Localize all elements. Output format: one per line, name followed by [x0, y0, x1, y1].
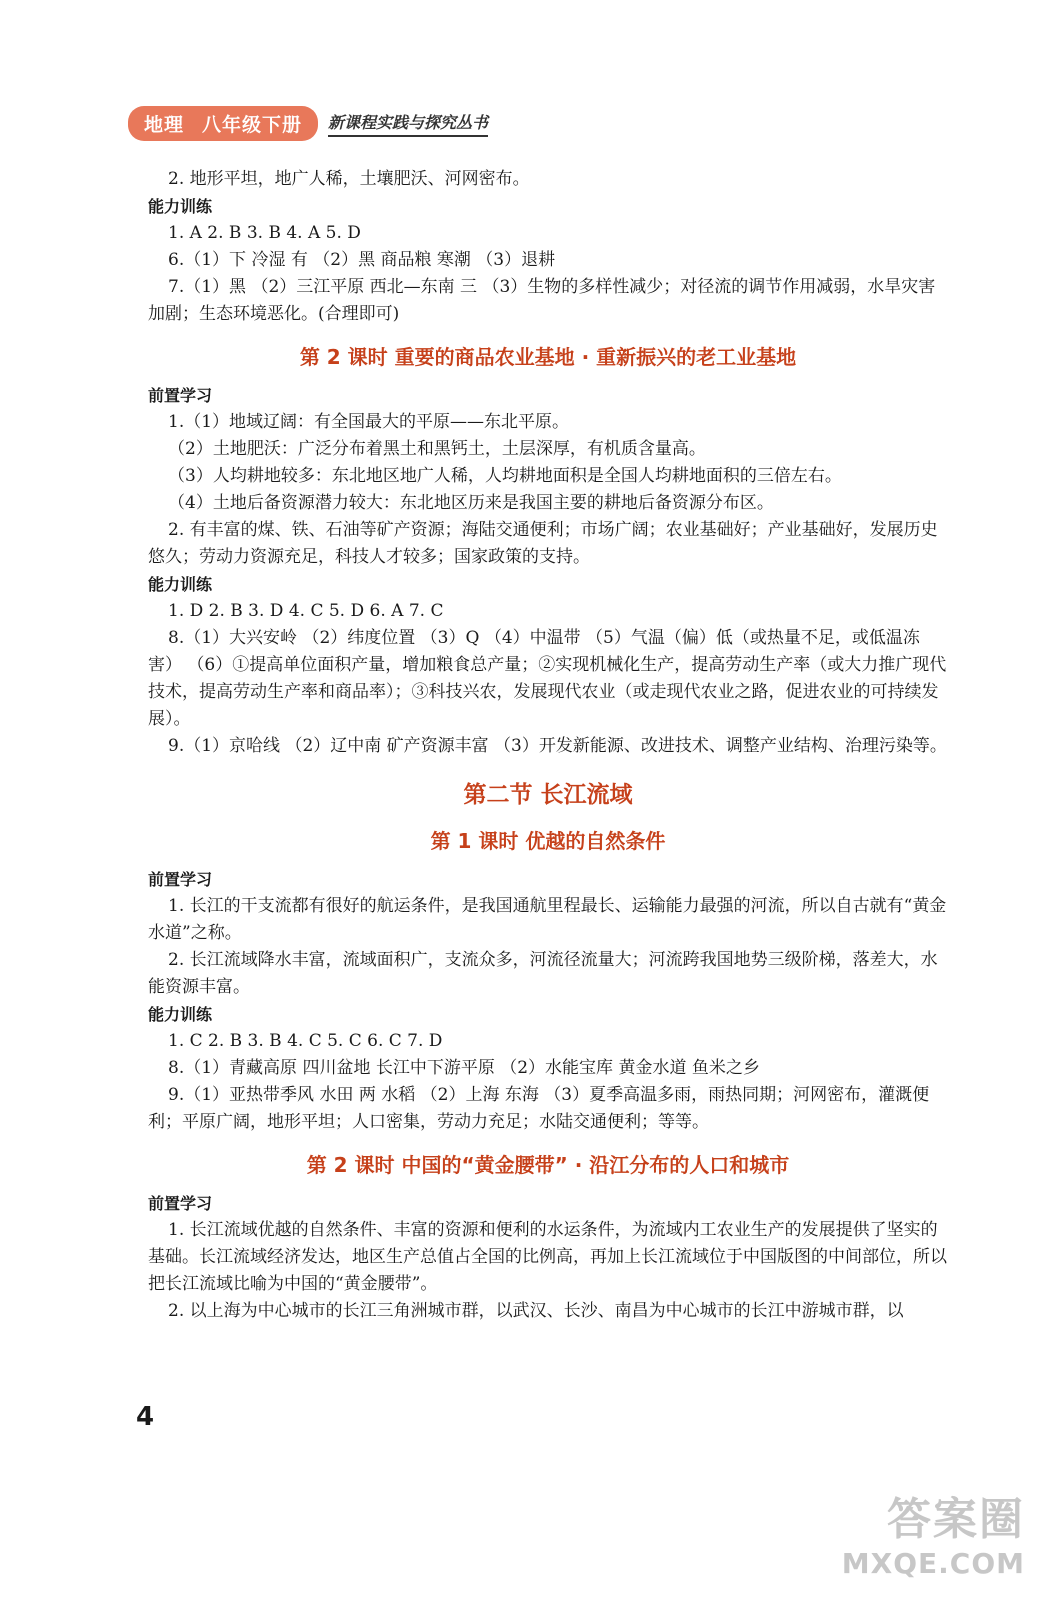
answer-paragraph: 1. D 2. B 3. D 4. C 5. D 6. A 7. C	[168, 601, 444, 621]
answer-paragraph: 1. 长江流域优越的自然条件、丰富的资源和便利的水运条件，为流域内工农业生产的发展提供了坚实的基础。长江流域经济发达，地区生产总值占全国的比例高，再加上长江流域位于中国版图的中间部位，所以把长江流域比喻为中国的“黄金腰带”。	[148, 1220, 947, 1294]
answer-paragraph: 1. 长江的干支流都有很好的航运条件，是我国通航里程最长、运输能力最强的河流，所以自古就有“黄金水道”之称。	[148, 896, 947, 943]
answer-paragraph: 2. 以上海为中心城市的长江三角洲城市群，以武汉、长沙、南昌为中心城市的长江中游城市群，以	[168, 1301, 904, 1321]
answer-paragraph: （2）土地肥沃：广泛分布着黑土和黑钙土，土层深厚，有机质含量高。	[168, 439, 706, 459]
subject-badge	[128, 106, 318, 141]
answer-paragraph: 6.（1）下 冷湿 有 （2）黑 商品粮 寒潮 （3）退耕	[168, 250, 556, 270]
grade-label: 八年级下册	[202, 114, 303, 136]
answer-paragraph: 1.（1）地域辽阔：有全国最大的平原——东北平原。	[168, 412, 570, 432]
section-label: 能力训练	[148, 575, 213, 594]
subject-label: 地理	[144, 114, 185, 136]
answer-paragraph: 1. A 2. B 3. B 4. A 5. D	[168, 223, 361, 243]
lesson-title: 第 1 课时 优越的自然条件	[430, 829, 666, 853]
answer-paragraph: 9.（1）京哈线 （2）辽中南 矿产资源丰富 （3）开发新能源、改进技术、调整产业结构、治理污染等。	[168, 736, 947, 756]
answer-paragraph: 9.（1）亚热带季风 水田 两 水稻 （2）上海 东海 （3）夏季高温多雨，雨热同期；河网密布，灌溉便利；平原广阔，地形平坦；人口密集，劳动力充足；水陆交通便利；等等。	[148, 1085, 930, 1132]
watermark-logo-text: 答案圈	[887, 1494, 1025, 1545]
answer-paragraph: 7.（1）黑 （2）三江平原 西北—东南 三 （3）生物的多样性减少；对径流的调节作用减弱，水旱灾害加剧；生态环境恶化。(合理即可)	[148, 277, 936, 324]
lesson-title: 第 2 课时 重要的商品农业基地 · 重新振兴的老工业基地	[299, 345, 797, 369]
page-number: 4	[136, 1402, 155, 1432]
section-label: 前置学习	[148, 1194, 213, 1213]
watermark	[842, 1483, 1025, 1580]
answer-paragraph: 8.（1）青藏高原 四川盆地 长江中下游平原 （2）水能宝库 黄金水道 鱼米之乡	[168, 1058, 760, 1078]
answer-paragraph: 2. 有丰富的煤、铁、石油等矿产资源；海陆交通便利；市场广阔；农业基础好；产业基础好，发展历史悠久；劳动力资源充足，科技人才较多；国家政策的支持。	[148, 520, 938, 567]
answer-paragraph: （4）土地后备资源潜力较大：东北地区历来是我国主要的耕地后备资源分布区。	[168, 493, 774, 513]
section-title: 第二节 长江流域	[463, 782, 633, 808]
section-label: 能力训练	[148, 197, 213, 216]
section-label: 前置学习	[148, 870, 213, 889]
section-label: 能力训练	[148, 1005, 213, 1024]
answer-paragraph: 1. C 2. B 3. B 4. C 5. C 6. C 7. D	[168, 1031, 443, 1051]
page-header	[128, 106, 488, 141]
lesson-title: 第 2 课时 中国的“黄金腰带” · 沿江分布的人口和城市	[306, 1153, 790, 1177]
section-label: 前置学习	[148, 386, 213, 405]
series-title: 新课程实践与探究丛书	[328, 110, 488, 137]
answer-paragraph: 8.（1）大兴安岭 （2）纬度位置 （3）Q （4）中温带 （5）气温（偏）低（或热量不足，或低温冻害） （6）①提高单位面积产量，增加粮食总产量；②实现机械化生产，提高劳动生产率（或大力推广现代技术，提高劳动生产率和商品率）；③科技兴农，发展现代农业（或走现代农业之路，促进农业的可持续发展）。	[148, 628, 947, 729]
watermark-url: MXQE.COM	[841, 1547, 1025, 1580]
answer-paragraph: （3）人均耕地较多：东北地区地广人稀，人均耕地面积是全国人均耕地面积的三倍左右。	[168, 466, 842, 486]
answer-paragraph: 2. 地形平坦，地广人稀，土壤肥沃、河网密布。	[168, 169, 530, 189]
answer-content	[148, 166, 948, 1325]
answer-paragraph: 2. 长江流域降水丰富，流域面积广，支流众多，河流径流量大；河流跨我国地势三级阶梯，落差大，水能资源丰富。	[148, 950, 938, 997]
